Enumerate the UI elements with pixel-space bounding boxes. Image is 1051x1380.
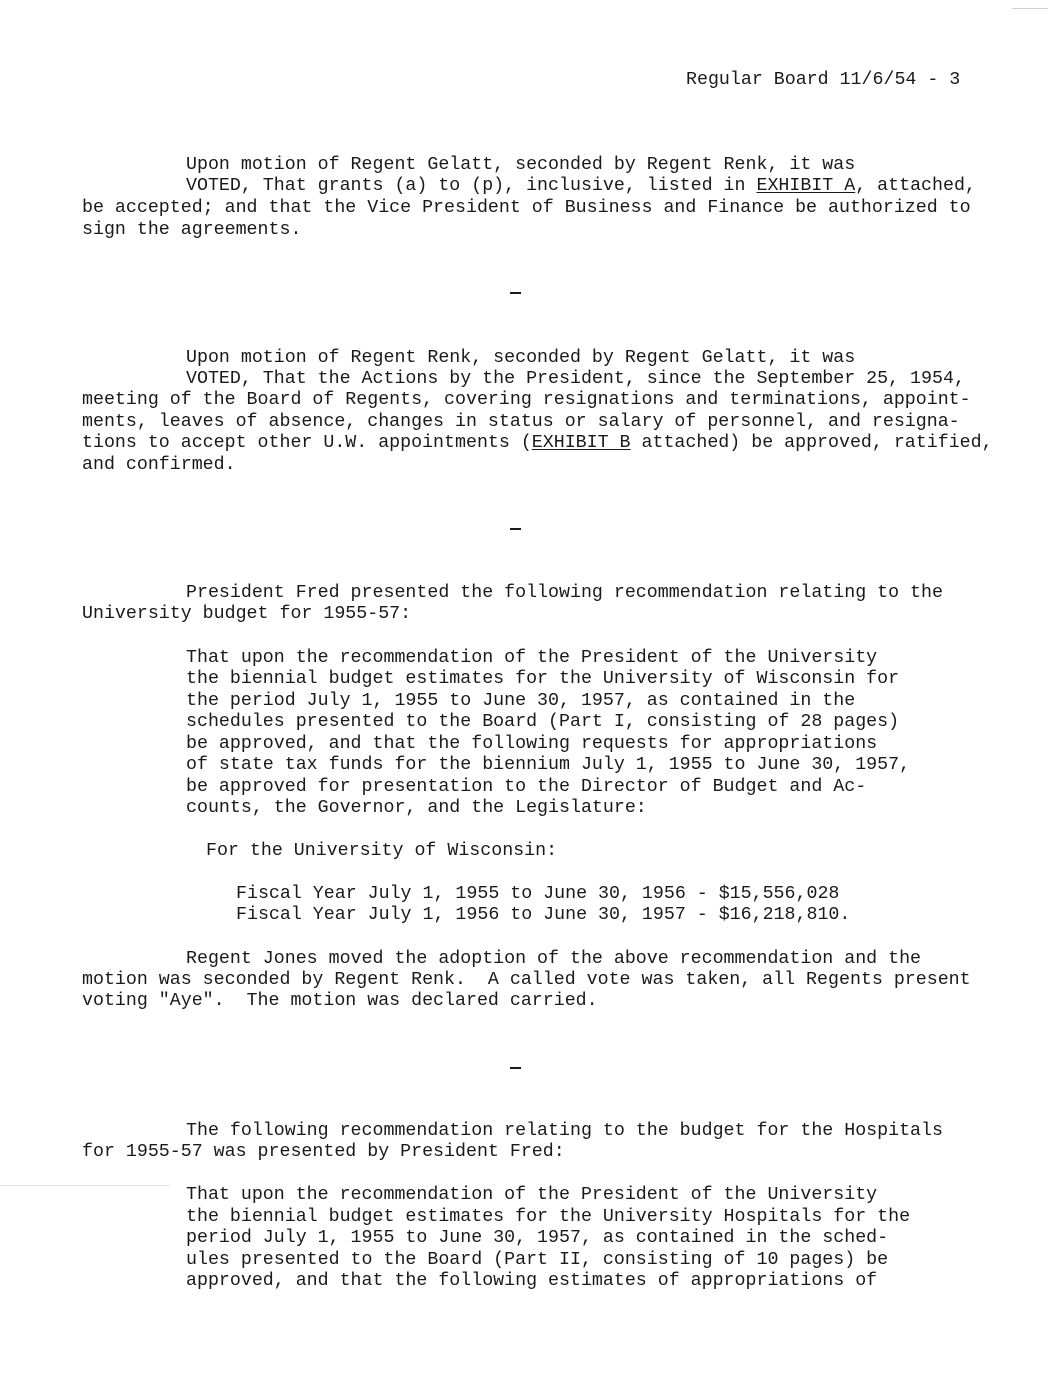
text-run: attached) be approved, ratified, <box>630 433 993 453</box>
paragraph-line: be accepted; and that the Vice President of Business and Finance be authorized to <box>82 198 971 218</box>
text-run: tions to accept other U.W. appointments ( <box>82 433 532 453</box>
paragraph-line: Upon motion of Regent Gelatt, seconded by Regent Renk, it was <box>186 155 856 175</box>
paragraph-line: meeting of the Board of Regents, covering resignations and terminations, appoint- <box>82 390 971 410</box>
paragraph-line: Regent Jones moved the adoption of the above recommendation and the <box>186 949 922 969</box>
section-separator <box>510 1067 521 1069</box>
scan-edge-mark <box>0 1185 170 1186</box>
recommendation-line: That upon the recommendation of the President of the University <box>186 648 878 668</box>
text-run: , attached, <box>855 176 976 196</box>
paragraph-line: Upon motion of Regent Renk, seconded by Regent Gelatt, it was <box>186 348 856 368</box>
scan-edge-mark <box>1012 8 1048 9</box>
paragraph-line <box>186 176 976 198</box>
paragraph-line: ments, leaves of absence, changes in status or salary of personnel, and resigna- <box>82 412 960 432</box>
recommendation-line: schedules presented to the Board (Part I, consisting of 28 pages) <box>186 712 900 732</box>
recommendation-line: of state tax funds for the biennium July 1, 1955 to June 30, 1957, <box>186 755 911 775</box>
recommendation-line: be approved for presentation to the Director of Budget and Ac- <box>186 777 867 797</box>
recommendation-line: approved, and that the following estimates of appropriations of <box>186 1271 878 1291</box>
fiscal-year-line: Fiscal Year July 1, 1956 to June 30, 1957 - $16,218,810. <box>236 905 851 925</box>
fiscal-year-line: Fiscal Year July 1, 1955 to June 30, 1956 - $15,556,028 <box>236 884 840 904</box>
exhibit-b-reference: EXHIBIT B <box>531 433 631 453</box>
paragraph-line: motion was seconded by Regent Renk. A called vote was taken, all Regents present <box>82 970 971 990</box>
paragraph-line: sign the agreements. <box>82 220 302 240</box>
paragraph-line: and confirmed. <box>82 455 236 475</box>
paragraph-line: University budget for 1955-57: <box>82 604 412 624</box>
section-separator <box>510 528 521 530</box>
recommendation-line: period July 1, 1955 to June 30, 1957, as contained in the sched- <box>186 1228 889 1248</box>
recommendation-line: be approved, and that the following requests for appropriations <box>186 734 878 754</box>
recommendation-line: the biennial budget estimates for the University Hospitals for the <box>186 1207 911 1227</box>
exhibit-a-reference: EXHIBIT A <box>756 176 856 196</box>
paragraph-line <box>82 433 993 455</box>
paragraph-line: VOTED, That the Actions by the President, since the September 25, 1954, <box>186 369 965 389</box>
recommendation-line: counts, the Governor, and the Legislature: <box>186 798 647 818</box>
section-separator <box>510 292 521 294</box>
recommendation-line: ules presented to the Board (Part II, consisting of 10 pages) be <box>186 1250 889 1270</box>
running-head: Regular Board 11/6/54 - 3 <box>686 70 961 90</box>
paragraph-line: The following recommendation relating to the budget for the Hospitals <box>186 1121 943 1141</box>
paragraph-line: President Fred presented the following recommendation relating to the <box>186 583 943 603</box>
paragraph-line: for 1955-57 was presented by President Fred: <box>82 1142 565 1162</box>
recommendation-line: the biennial budget estimates for the University of Wisconsin for <box>186 669 900 689</box>
recommendation-line: the period July 1, 1955 to June 30, 1957, as contained in the <box>186 691 856 711</box>
text-run: VOTED, That grants (a) to (p), inclusive, listed in <box>186 176 757 196</box>
recommendation-line: That upon the recommendation of the President of the University <box>186 1185 878 1205</box>
for-university-label: For the University of Wisconsin: <box>206 841 558 861</box>
paragraph-line: voting "Aye". The motion was declared carried. <box>82 991 598 1011</box>
